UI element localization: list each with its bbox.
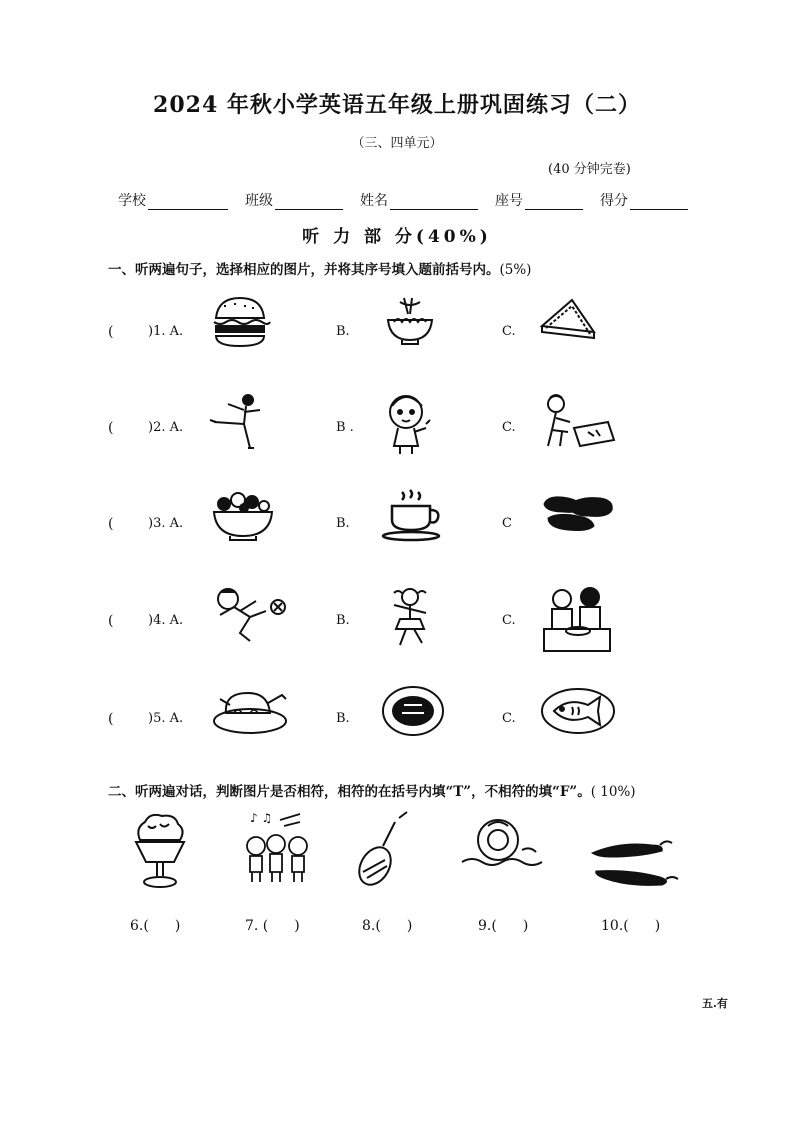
question-number: )5. A. xyxy=(148,711,184,726)
sandwich-icon[interactable] xyxy=(538,296,598,352)
question-row-1 xyxy=(108,296,708,376)
boy-kicking-ball-icon[interactable] xyxy=(210,585,290,649)
seat-field[interactable]: 座号 xyxy=(495,190,583,210)
answer-bracket[interactable]: ( xyxy=(108,324,114,340)
option-b-label: B. xyxy=(336,324,350,339)
option-b-label: B. xyxy=(336,516,350,531)
girl-singing-icon[interactable] xyxy=(380,392,440,462)
roast-chicken-icon[interactable] xyxy=(210,683,290,743)
option-c-label: C. xyxy=(502,420,516,435)
tf-answer-8[interactable]: 8.( ) xyxy=(362,918,413,934)
question-row-3 xyxy=(108,488,708,568)
tea-cup-icon[interactable] xyxy=(380,488,446,546)
name-field[interactable]: 姓名 xyxy=(360,190,478,210)
part2-heading: 二、听两遍对话，判断图片是否相符，相符的在括号内填“T”，不相符的填“F”。( 10%) xyxy=(108,784,636,800)
question-number: )3. A. xyxy=(148,516,184,531)
answer-bracket[interactable]: ( xyxy=(108,613,114,629)
student-info-row xyxy=(118,190,688,210)
page-title: 2024 年秋小学英语五年级上册巩固练习（二） xyxy=(153,92,641,118)
tf-answer-10[interactable]: 10.( ) xyxy=(601,918,661,934)
noodles-bowl-icon[interactable] xyxy=(380,296,440,352)
tf-answer-7[interactable]: 7. ( ) xyxy=(245,918,300,934)
option-b-label: B . xyxy=(336,420,354,435)
option-c-label: C xyxy=(502,516,512,531)
option-c-label: C. xyxy=(502,711,516,726)
girl-dancing-icon[interactable] xyxy=(380,585,440,655)
school-field[interactable]: 学校 xyxy=(118,190,228,210)
part1-heading: 一、听两遍句子，选择相应的图片，并将其序号填入题前括号内。(5%) xyxy=(108,262,532,278)
question-row-4 xyxy=(108,585,708,665)
question-number: )4. A. xyxy=(148,613,184,628)
chili-peppers-icon xyxy=(590,835,680,899)
girl-drawing-icon[interactable] xyxy=(538,392,618,456)
kungfu-kick-icon[interactable] xyxy=(210,392,270,456)
pipa-icon xyxy=(355,810,415,894)
corner-mark: 五.有 xyxy=(702,997,728,1010)
page-subtitle: （三、四单元） xyxy=(351,136,443,151)
answer-bracket[interactable]: ( xyxy=(108,711,114,727)
option-b-label: B. xyxy=(336,711,350,726)
question-row-5 xyxy=(108,683,708,763)
question-number: )2. A. xyxy=(148,420,184,435)
salad-bowl-icon[interactable] xyxy=(210,488,276,546)
hamburger-icon[interactable] xyxy=(210,296,270,352)
answer-bracket[interactable]: ( xyxy=(108,516,114,532)
kids-singing-icon xyxy=(240,810,320,894)
time-note: (40 分钟完卷) xyxy=(548,162,631,177)
sausage-icon[interactable] xyxy=(538,488,618,542)
question-row-2 xyxy=(108,392,708,472)
tf-answer-6[interactable]: 6.( ) xyxy=(130,918,181,934)
fish-plate-icon[interactable] xyxy=(538,683,618,743)
option-c-label: C. xyxy=(502,324,516,339)
svg-text:♪ ♫: ♪ ♫ xyxy=(250,811,273,825)
score-field[interactable]: 得分 xyxy=(600,190,688,210)
ice-cream-icon xyxy=(130,810,190,894)
class-field[interactable]: 班级 xyxy=(245,190,343,210)
answer-bracket[interactable]: ( xyxy=(108,420,114,436)
question-number: )1. A. xyxy=(148,324,184,339)
option-c-label: C. xyxy=(502,613,516,628)
option-b-label: B. xyxy=(336,613,350,628)
swimming-icon xyxy=(462,810,542,884)
tf-answer-9[interactable]: 9.( ) xyxy=(478,918,529,934)
listening-section-heading: 听 力 部 分(40%) xyxy=(302,227,492,247)
beef-plate-icon[interactable] xyxy=(380,683,446,743)
kids-cooking-icon[interactable] xyxy=(538,585,618,661)
